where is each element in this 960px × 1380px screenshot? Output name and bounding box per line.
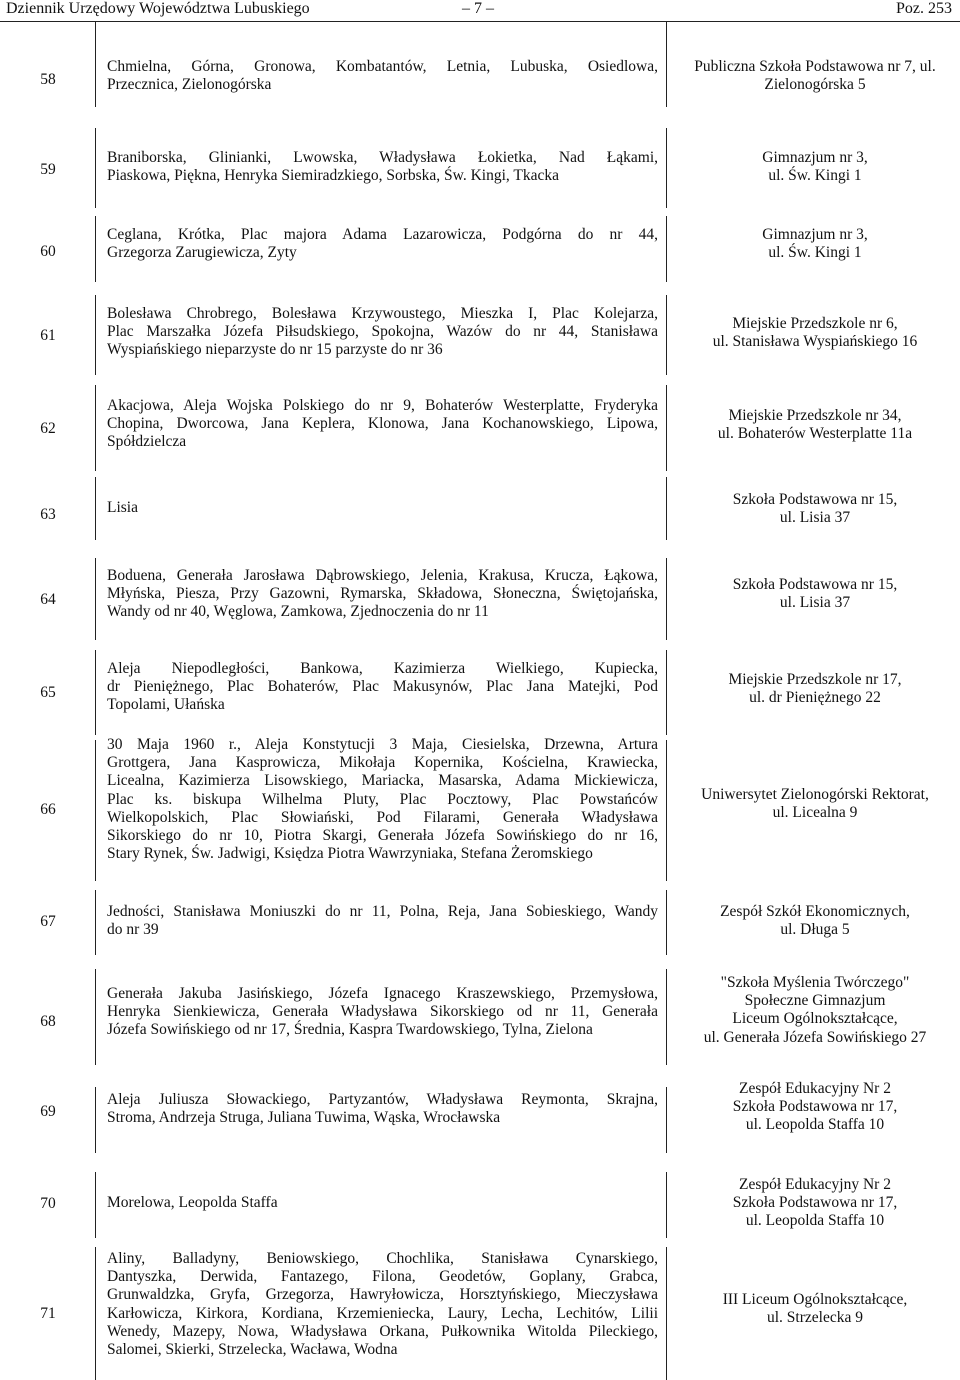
street-list	[107, 1250, 658, 1359]
column-divider	[666, 22, 667, 45]
school-line: ul. Bohaterów Westerplatte 11a	[717, 425, 913, 443]
school-line: ul. Lisia 37	[779, 509, 851, 527]
street-line: Wenedy, Mazepy, Nowa, Władysława Orkana, Pułkownika Witolda Pileckiego,	[107, 1322, 658, 1340]
school-line: Gimnazjum nr 3,	[762, 149, 868, 166]
school-address	[670, 58, 960, 94]
street-line: Wielkopolskich, Plac Słowiański, Pod Filarami, Generała Władysława	[107, 808, 658, 826]
street-line: Plac ks. biskupa Wilhelma Pluty, Plac Pocztowy, Plac Powstańców	[107, 790, 658, 808]
street-line: Lisia	[107, 499, 138, 516]
school-line: ul. Licealna 9	[772, 804, 858, 822]
school-line: ul. Długa 5	[780, 921, 850, 939]
street-line: Wyspiańskiego nieparzyste do nr 15 parzyste do nr 36	[107, 341, 443, 359]
school-line: Szkoła Podstawowa nr 17,	[732, 1194, 898, 1212]
street-line: Aleja Niepodległości, Bankowa, Kazimierza Wielkiego, Kupiecka,	[107, 660, 658, 677]
street-line: Piaskowa, Piękna, Henryka Siemiradzkiego, Sorbska, Św. Kingi, Tkacka	[107, 167, 559, 185]
street-line: Stary Rynek, Św. Jadwigi, Księdza Piotra Wawrzyniaka, Stefana Żeromskiego	[107, 845, 593, 863]
column-divider	[666, 890, 667, 955]
school-line: ul. dr Pieniężnego 22	[749, 689, 881, 707]
district-number: 69	[40, 1103, 56, 1120]
street-line: Stroma, Andrzeja Struga, Juliana Tuwima, Wąska, Wrocławska	[107, 1109, 501, 1127]
district-number: 67	[40, 913, 56, 930]
street-list	[107, 567, 658, 622]
street-list	[107, 149, 658, 185]
school-line: Zespół Edukacyjny Nr 2	[739, 1080, 891, 1097]
district-number: 68	[40, 1013, 56, 1030]
school-address	[670, 1080, 960, 1135]
school-address	[670, 315, 960, 351]
street-list	[107, 1194, 658, 1212]
street-line: Aliny, Balladyny, Beniowskiego, Chochlika, Stanisława Cynarskiego,	[107, 1250, 658, 1267]
street-line: Sikorskiego do nr 10, Piotra Skargi, Generała Józefa Sowińskiego do nr 16,	[107, 827, 658, 845]
school-line: ul. Strzelecka 9	[767, 1309, 863, 1327]
school-line: ul. Św. Kingi 1	[768, 244, 862, 262]
street-list	[107, 903, 658, 939]
street-line: Topolami, Ułańska	[107, 696, 225, 714]
school-line: ul. Lisia 37	[779, 594, 851, 612]
street-line: Akacjowa, Aleja Wojska Polskiego do nr 9, Bohaterów Westerplatte, Fryderyka	[107, 397, 658, 414]
street-line: Grzegorza Zarugiewicza, Zyty	[107, 244, 297, 262]
street-line: dr Pieniężnego, Plac Bohaterów, Plac Makusynów, Plac Jana Matejki, Pod	[107, 678, 658, 696]
street-line: Braniborska, Glinianki, Lwowska, Władysława Łokietka, Nad Łąkami,	[107, 149, 658, 166]
school-line: Gimnazjum nr 3,	[762, 226, 868, 243]
street-line: Wandy od nr 40, Węglowa, Zamkowa, Zjednoczenia do nr 11	[107, 603, 489, 621]
street-line: Boduena, Generała Jarosława Dąbrowskiego, Jelenia, Krakusa, Krucza, Łąkowa,	[107, 567, 658, 584]
street-line: Morelowa, Leopolda Staffa	[107, 1194, 278, 1211]
school-line: Miejskie Przedszkole nr 34,	[728, 407, 902, 424]
street-line: Grottgera, Jana Kasprowicza, Mikołaja Kopernika, Kościelna, Krawiecka,	[107, 754, 658, 772]
street-line: Jedności, Stanisława Moniuszki do nr 11, Polna, Reja, Jana Sobieskiego, Wandy	[107, 903, 658, 920]
district-number: 64	[40, 591, 56, 608]
school-address	[670, 786, 960, 822]
school-line: ul. Św. Kingi 1	[768, 167, 862, 185]
school-address	[670, 671, 960, 707]
column-divider	[666, 740, 667, 881]
district-number: 66	[40, 801, 56, 818]
street-line: Przecznica, Zielonogórska	[107, 76, 272, 94]
school-address	[670, 149, 960, 185]
column-divider	[666, 385, 667, 471]
district-number: 71	[40, 1305, 56, 1322]
street-line: Salomei, Skierki, Strzelecka, Wacława, Wodna	[107, 1341, 398, 1359]
column-divider	[666, 650, 667, 735]
street-list	[107, 58, 658, 94]
street-list	[107, 226, 658, 262]
column-divider	[666, 216, 667, 282]
school-line: III Liceum Ogólnokształcące,	[722, 1291, 908, 1308]
street-line: Młyńska, Piesza, Przy Gazowni, Rymarska, Składowa, Słoneczna, Świętojańska,	[107, 585, 658, 603]
district-number: 62	[40, 420, 56, 437]
school-line: Miejskie Przedszkole nr 6,	[732, 315, 898, 332]
school-line: Miejskie Przedszkole nr 17,	[728, 671, 902, 688]
street-line: Karłowicza, Kirkora, Kordiana, Krzemieniecka, Laury, Lecha, Lechitów, Lilii	[107, 1304, 658, 1322]
street-line: Licealna, Kazimierza Lisowskiego, Mariacka, Masarska, Adama Mickiewicza,	[107, 772, 658, 790]
street-line: Józefa Sowińskiego od nr 17, Średnia, Kaspra Twardowskiego, Tylna, Zielona	[107, 1021, 593, 1039]
column-divider	[666, 558, 667, 640]
street-line: Bolesława Chrobrego, Bolesława Krzywoustego, Mieszka I, Plac Kolejarza,	[107, 305, 658, 322]
school-address	[670, 226, 960, 262]
district-number: 70	[40, 1195, 56, 1212]
school-line: Zielonogórska 5	[764, 76, 866, 94]
street-line: Dantyszka, Derwida, Fantazego, Filona, Geodetów, Goplany, Grabca,	[107, 1268, 658, 1286]
column-divider	[666, 128, 667, 208]
district-number: 60	[40, 243, 56, 260]
school-address	[670, 974, 960, 1047]
street-list	[107, 985, 658, 1040]
column-divider	[666, 1087, 667, 1153]
school-line: ul. Leopolda Staffa 10	[745, 1116, 885, 1134]
page-header	[0, 0, 960, 22]
school-line: Szkoła Podstawowa nr 15,	[732, 491, 898, 508]
school-line: Zespół Edukacyjny Nr 2	[739, 1176, 891, 1193]
street-line: Aleja Juliusza Słowackiego, Partyzantów, Władysława Reymonta, Skrajna,	[107, 1091, 658, 1108]
street-line: Generała Jakuba Jasińskiego, Józefa Ignacego Kraszewskiego, Przemysłowa,	[107, 985, 658, 1002]
street-list	[107, 499, 658, 517]
street-line: do nr 39	[107, 921, 159, 939]
journal-title: Dziennik Urzędowy Województwa Lubuskiego	[6, 0, 310, 17]
school-line: ul. Stanisława Wyspiańskiego 16	[712, 333, 918, 351]
school-line: Uniwersytet Zielonogórski Rektorat,	[701, 786, 929, 803]
school-address	[670, 1291, 960, 1327]
street-line: Ceglana, Krótka, Plac majora Adama Lazarowicza, Podgórna do nr 44,	[107, 226, 658, 243]
district-number: 65	[40, 684, 56, 701]
street-list	[107, 1091, 658, 1127]
column-divider	[666, 1172, 667, 1238]
position-number: Poz. 253	[896, 0, 952, 17]
school-address	[670, 576, 960, 612]
street-line: Grunwaldzka, Gryfa, Grzegorza, Hawryłowicza, Horsztyńskiego, Mieczysława	[107, 1286, 658, 1304]
school-line: ul. Generała Józefa Sowińskiego 27	[703, 1028, 927, 1046]
district-number: 59	[40, 161, 56, 178]
school-line: Szkoła Podstawowa nr 17,	[732, 1098, 898, 1116]
column-divider	[666, 1247, 667, 1380]
street-line: Spółdzielcza	[107, 433, 187, 451]
street-line: 30 Maja 1960 r., Aleja Konstytucji 3 Maja, Ciesielska, Drzewna, Artura	[107, 736, 658, 753]
district-number: 58	[40, 71, 56, 88]
street-line: Chopina, Dworcowa, Jana Keplera, Klonowa, Jana Kochanowskiego, Lipowa,	[107, 415, 658, 433]
street-line: Chmielna, Górna, Gronowa, Kombatantów, Letnia, Lubuska, Osiedlowa,	[107, 58, 658, 75]
street-line: Plac Marszałka Józefa Piłsudskiego, Spokojna, Wazów do nr 44, Stanisława	[107, 323, 658, 341]
page-number: – 7 –	[462, 0, 494, 17]
street-list	[107, 660, 658, 715]
street-list	[107, 397, 658, 452]
column-divider	[666, 477, 667, 540]
school-address	[670, 1176, 960, 1231]
school-line: Zespół Szkół Ekonomicznych,	[720, 903, 910, 920]
school-address	[670, 407, 960, 443]
column-divider	[666, 295, 667, 375]
school-line: ul. Leopolda Staffa 10	[745, 1212, 885, 1230]
header-rule	[0, 21, 960, 22]
column-divider	[666, 45, 667, 107]
column-divider	[95, 22, 96, 45]
school-line: Publiczna Szkoła Podstawowa nr 7, ul.	[694, 58, 936, 75]
district-number: 63	[40, 506, 56, 523]
school-line: Liceum Ogólnokształcące,	[732, 1010, 898, 1028]
street-line: Henryka Sienkiewicza, Generała Władysława Sikorskiego od nr 11, Generała	[107, 1003, 658, 1021]
school-address	[670, 491, 960, 527]
street-list	[107, 736, 658, 863]
school-line: Szkoła Podstawowa nr 15,	[732, 576, 898, 593]
street-list	[107, 305, 658, 360]
district-number: 61	[40, 327, 56, 344]
school-line: "Szkoła Myślenia Twórczego"	[720, 974, 910, 991]
column-divider	[666, 969, 667, 1065]
school-line: Społeczne Gimnazjum	[744, 992, 886, 1010]
school-address	[670, 903, 960, 939]
